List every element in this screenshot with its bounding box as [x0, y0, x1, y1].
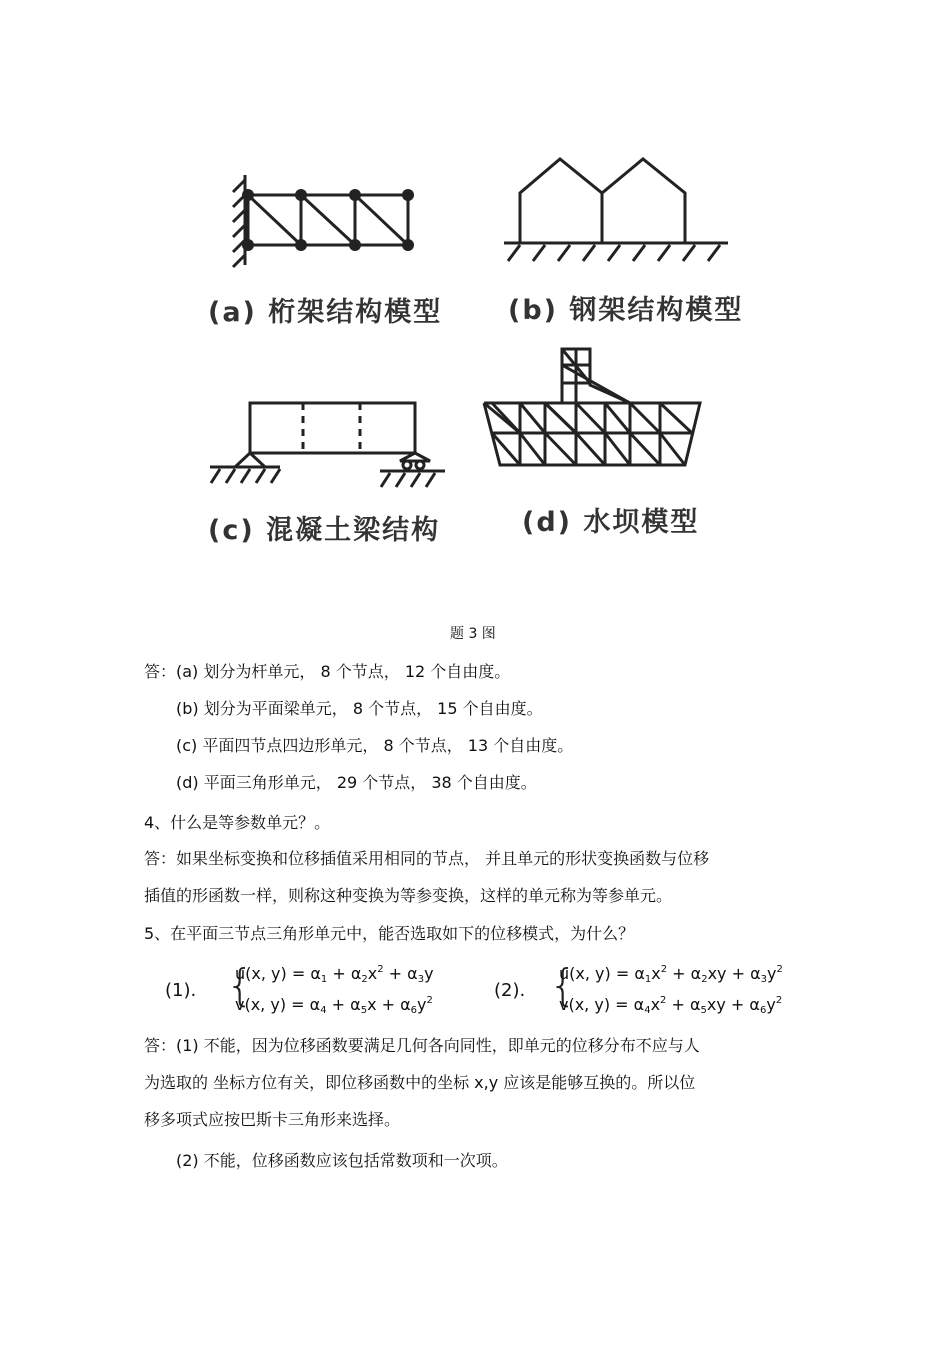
- frame-model-diagram: [500, 155, 740, 270]
- answer3-item-d: (d) 平面三角形单元， 29 个节点， 38 个自由度。: [176, 773, 537, 792]
- answer3-intro: 答：: [144, 662, 177, 681]
- concrete-beam-diagram: [205, 395, 450, 490]
- equation-2-v: v(x, $y) = \alpha_4x^2 + \alpha_5xy + \alpha_6y^2$: [559, 995, 783, 1016]
- equation-1-u: u(x, $y) = \alpha_1 + \alpha_2x^2 + \alpha_3y$: [235, 964, 434, 985]
- equation-label-2: (2).: [494, 980, 526, 1001]
- answer4-line1: 答：如果坐标变换和位移插值采用相同的节点， 并且单元的形状变换函数与位移: [144, 849, 710, 868]
- truss-model-diagram: [205, 170, 435, 270]
- answer5-line4: (2) 不能，位移函数应该包括常数项和一次项。: [176, 1151, 508, 1170]
- answer5-line3: 移多项式应按巴斯卡三角形来选择。: [144, 1110, 401, 1129]
- equation-1-v: v(x, $y) = \alpha_4 + \alpha_5x + \alpha_6y^2$: [235, 995, 433, 1016]
- question-4: 4、什么是等参数单元？。: [144, 813, 331, 832]
- question-5: 5、在平面三节点三角形单元中，能否选取如下的位移模式，为什么？: [144, 924, 635, 943]
- equation-brace-2: {: [549, 960, 577, 1011]
- answer5-line2: 为选取的 坐标方位有关，即位移函数中的坐标 x,y 应该是能够互换的。所以位: [144, 1073, 696, 1092]
- caption-d: (d) 水坝模型: [522, 507, 700, 538]
- caption-b: (b) 钢架结构模型: [508, 295, 744, 326]
- caption-a: (a) 桁架结构模型: [208, 297, 443, 328]
- equation-label-1: (1).: [165, 980, 197, 1001]
- answer4-line2: 插值的形函数一样，则称这种变换为等参变换，这样的单元称为等参单元。: [144, 886, 673, 905]
- figure-title: 题 3 图: [450, 626, 496, 642]
- dam-model-diagram: [480, 345, 705, 470]
- answer3-item-b: (b) 划分为平面梁单元， 8 个节点， 15 个自由度。: [176, 699, 543, 718]
- equation-2-u: u(x, $y) = \alpha_1x^2 + \alpha_2xy + \alpha_3y^2$: [559, 964, 783, 985]
- equation-brace-1: {: [226, 960, 254, 1011]
- answer5-line1: 答：(1) 不能，因为位移函数要满足几何各向同性，即单元的位移分布不应与人: [144, 1036, 700, 1055]
- answer3-item-a: (a) 划分为杆单元， 8 个节点， 12 个自由度。: [176, 662, 511, 681]
- caption-c: (c) 混凝土梁结构: [208, 515, 441, 546]
- answer3-item-c: (c) 平面四节点四边形单元， 8 个节点， 13 个自由度。: [176, 736, 574, 755]
